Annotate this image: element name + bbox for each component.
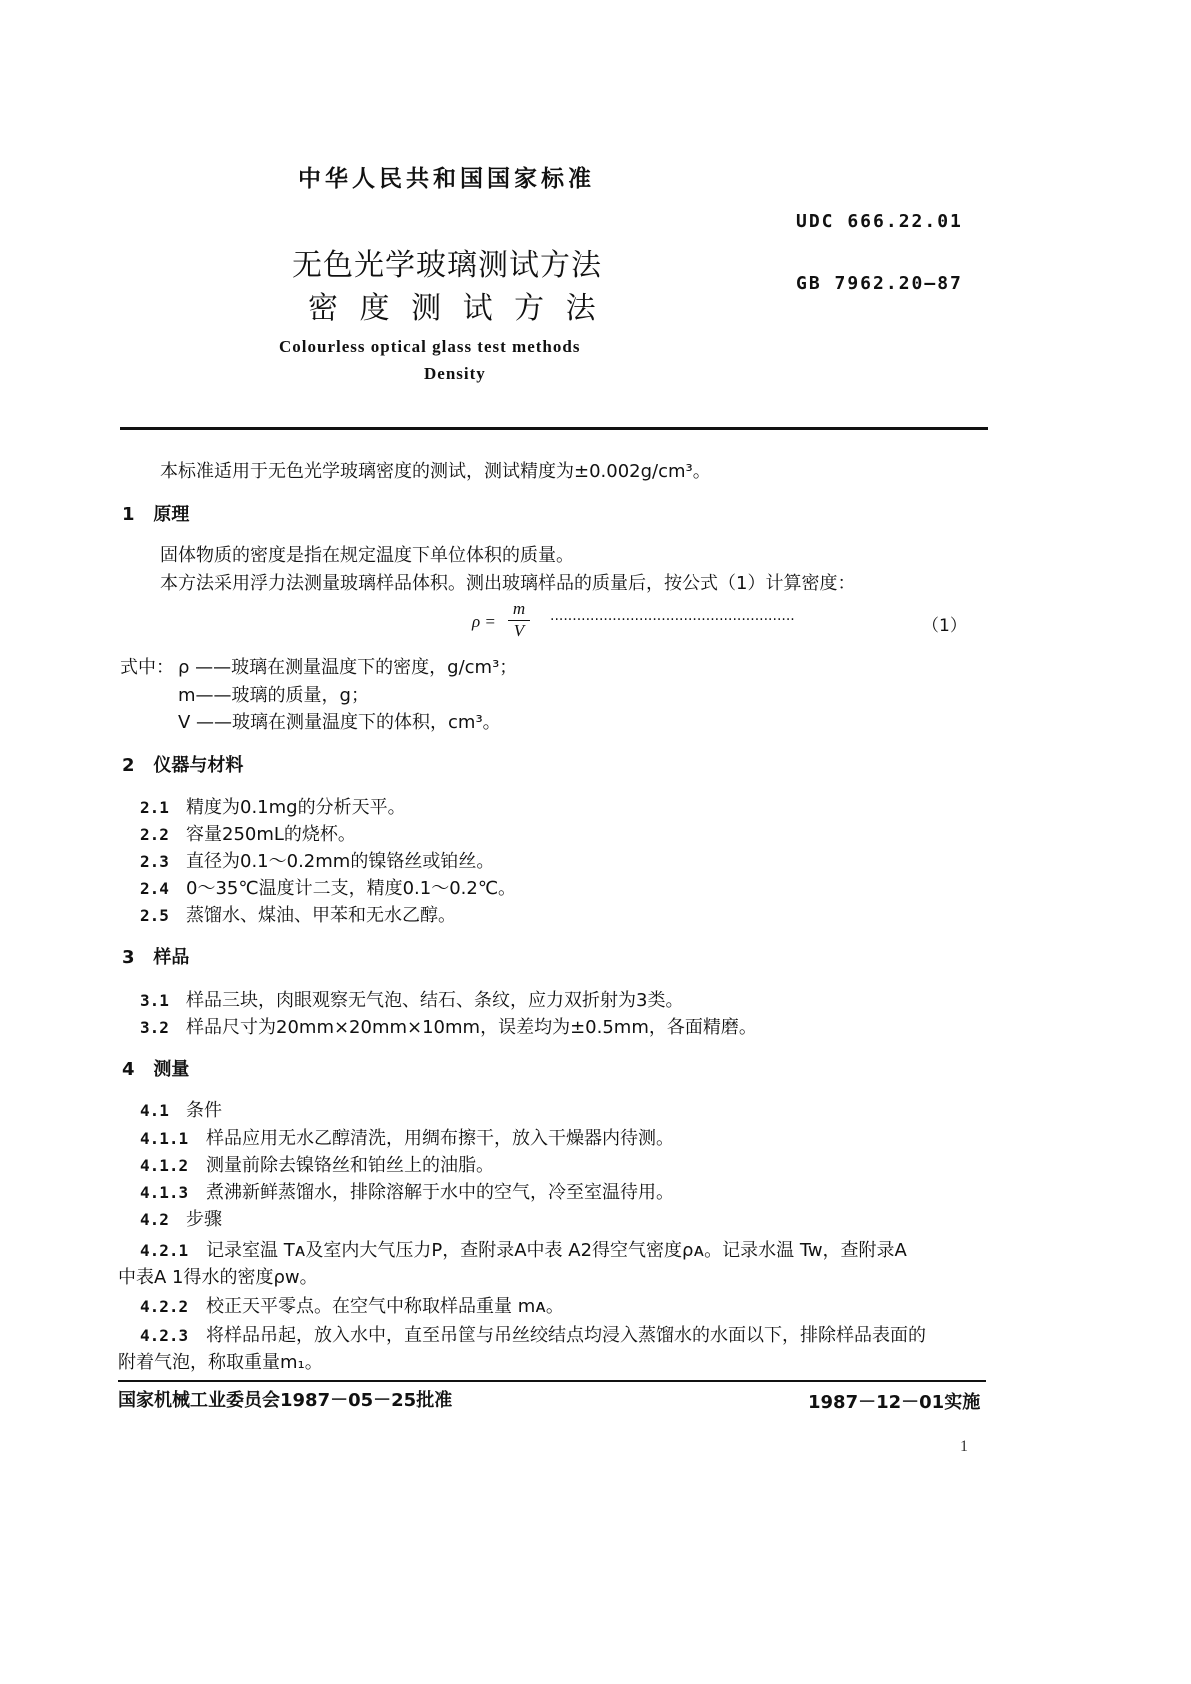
- title-en-line1: Colourless optical glass test methods: [279, 337, 581, 356]
- section-number: 4: [122, 1059, 135, 1080]
- list-item: 4.1.3 煮沸新鲜蒸馏水，排除溶解于水中的空气，冷至室温待用。: [140, 1182, 674, 1203]
- list-item: 2.4 0～35℃温度计二支，精度0.1～0.2℃。: [140, 878, 517, 899]
- list-item: 2.5 蒸馏水、煤油、甲苯和无水乙醇。: [140, 905, 456, 926]
- formula-leader-dots: ·······················································: [550, 612, 795, 628]
- udc-code: UDC 666.22.01: [796, 211, 963, 232]
- principle-paragraph-2: 本方法采用浮力法测量玻璃样品体积。测出玻璃样品的质量后，按公式（1）计算密度：: [160, 573, 856, 594]
- section-title: 样品: [153, 947, 190, 968]
- list-item: 4.1.2 测量前除去镍铬丝和铂丝上的油脂。: [140, 1155, 494, 1176]
- scope-paragraph: 本标准适用于无色光学玻璃密度的测试，测试精度为±0.002g/cm³。: [160, 461, 711, 482]
- list-item: 4.2 步骤: [140, 1209, 222, 1230]
- where-v: V ——玻璃在测量温度下的体积，cm³。: [178, 712, 501, 733]
- section-number: 1: [122, 504, 135, 525]
- section-number: 2: [122, 755, 135, 776]
- formula-lhs: ρ =: [472, 612, 496, 631]
- gb-code: GB 7962.20—87: [796, 273, 963, 294]
- where-rho: ρ ——玻璃在测量温度下的密度，g/cm³；: [178, 657, 518, 678]
- footer-rule: [118, 1380, 986, 1382]
- where-prefix: 式中：: [120, 657, 174, 678]
- formula-number: （1）: [922, 616, 967, 636]
- list-item: 3.2 样品尺寸为20mm×20mm×10mm，误差均为±0.5mm，各面精磨。: [140, 1017, 757, 1038]
- approval-date: 国家机械工业委员会1987－05－25批准: [118, 1390, 453, 1411]
- list-item: 4.2.2 校正天平零点。在空气中称取样品重量 mᴀ。: [140, 1296, 564, 1317]
- section-number: 3: [122, 947, 135, 968]
- principle-paragraph-1: 固体物质的密度是指在规定温度下单位体积的质量。: [160, 545, 574, 566]
- title-cn-line1: 无色光学玻璃测试方法: [292, 248, 602, 283]
- list-item: 2.3 直径为0.1～0.2mm的镍铬丝或铂丝。: [140, 851, 495, 872]
- title-cn-line2: 密 度 测 试 方 法: [308, 291, 602, 326]
- page-number: 1: [960, 1438, 968, 1455]
- title-en-line2: Density: [424, 364, 486, 383]
- implementation-date: 1987－12－01实施: [808, 1392, 981, 1413]
- where-m: m——玻璃的质量，g；: [178, 685, 369, 706]
- formula-numerator: m: [512, 599, 526, 618]
- section-2-heading: [122, 751, 243, 777]
- list-item: 4.2.1 记录室温 Tᴀ及室内大气压力P，查附录A中表 A2得空气密度ρᴀ。记录水温 Tw，查附录A: [140, 1240, 907, 1261]
- section-title: 测量: [153, 1059, 190, 1080]
- list-item: 4.1 条件: [140, 1100, 222, 1121]
- section-3-heading: [122, 943, 189, 969]
- list-item: 2.1 精度为0.1mg的分析天平。: [140, 797, 406, 818]
- section-4-heading: [122, 1055, 189, 1081]
- section-title: 仪器与材料: [153, 755, 244, 776]
- formula-denominator: V: [513, 621, 525, 640]
- list-item: 2.2 容量250mL的烧杯。: [140, 824, 356, 845]
- list-item-continuation: 附着气泡，称取重量m₁。: [118, 1352, 323, 1373]
- header-rule: [120, 427, 988, 430]
- list-item: 3.1 样品三块，肉眼观察无气泡、结石、条纹，应力双折射为3类。: [140, 990, 684, 1011]
- section-title: 原理: [153, 504, 190, 525]
- list-item-continuation: 中表A 1得水的密度ρw。: [118, 1267, 318, 1288]
- list-item: 4.1.1 样品应用无水乙醇清洗，用绸布擦干，放入干燥器内待测。: [140, 1128, 674, 1149]
- national-standard-heading: 中华人民共和国国家标准: [298, 166, 595, 192]
- section-1-heading: [122, 500, 189, 526]
- list-item: 4.2.3 将样品吊起，放入水中，直至吊筐与吊丝绞结点均浸入蒸馏水的水面以下，排除样品表面的: [140, 1325, 926, 1346]
